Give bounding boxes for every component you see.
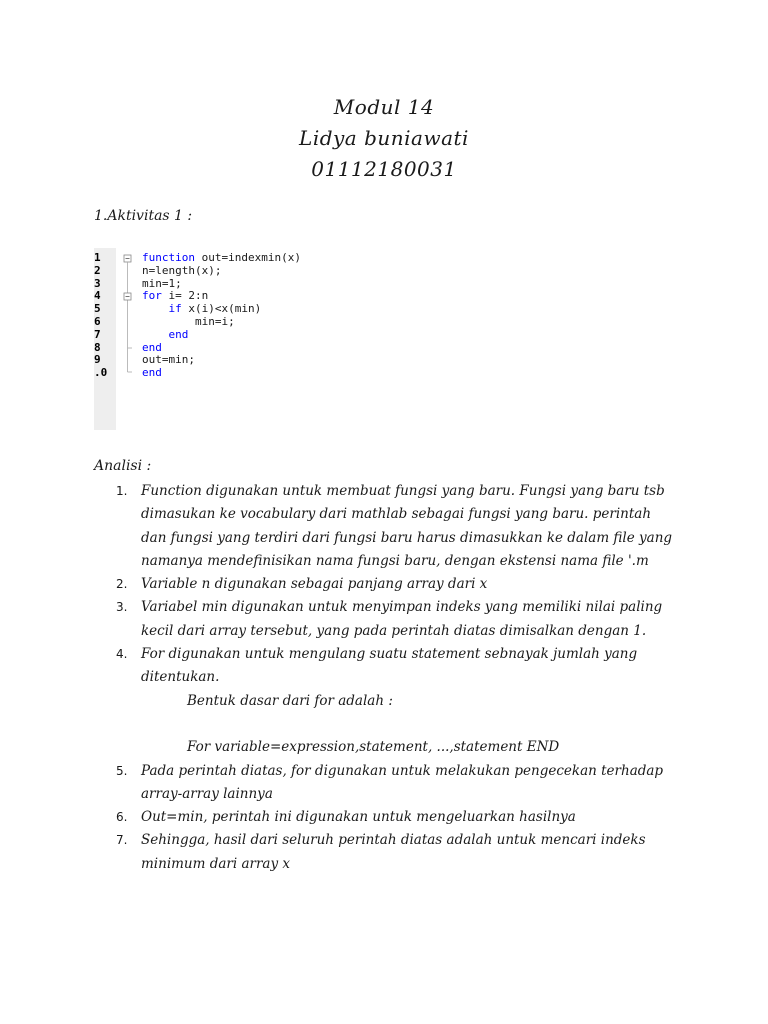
code-keyword: for [142, 289, 162, 303]
line-number: 9 [94, 353, 101, 367]
code-line [142, 316, 301, 329]
list-item-text: Function digunakan untuk membuat fungsi yang baru. Fungsi yang baru tsb dimasukan ke vocabulary dari mathlab sebagai fungsi yang baru. perintah dan fungsi yang terdiri dari fungsi baru harus dimasukkan ke dalam file yang namanya mendefinisikan nama fungsi baru, dengan ekstensi nama file '.m [141, 483, 673, 569]
fold-markers [122, 252, 134, 378]
line-number: 8 [94, 340, 101, 354]
code-text: min=i; [194, 314, 235, 328]
list-item-text: Out=min, perintah ini digunakan untuk mengeluarkan hasilnya [141, 809, 576, 826]
list-item [94, 643, 674, 759]
list-number: 1. [116, 484, 128, 498]
module-title: Modul 14 [333, 95, 435, 119]
list-number: 3. [116, 600, 128, 615]
code-line [142, 329, 301, 342]
list-item-text: Variable n digunakan sebagai panjang array dari x [141, 576, 488, 593]
code-line [142, 367, 301, 380]
list-item [94, 480, 674, 573]
author-name: Lidya buniawati [299, 126, 469, 150]
list-number: 2. [116, 577, 128, 592]
line-number: 6 [94, 314, 101, 328]
code-text: out=min; [142, 353, 195, 367]
line-number: 4 [94, 289, 101, 303]
code-screenshot [94, 248, 439, 430]
list-item-subtext: For variable=expression,statement, ...,statement END [187, 739, 560, 756]
code-text: x(i)<x(min) [181, 302, 262, 316]
code-text: i= 2:n [161, 289, 209, 303]
code-keyword: function [142, 251, 195, 264]
list-item [94, 760, 674, 807]
list-item-text: Pada perintah diatas, for digunakan untuk melakukan pengecekan terhadap array-array lainnya [141, 762, 664, 802]
code-lines [142, 252, 301, 380]
document-header [0, 92, 768, 185]
list-item [94, 806, 674, 829]
line-number: 7 [94, 327, 101, 341]
aktivitas-heading: 1.Aktivitas 1 : [94, 208, 193, 224]
list-number: 5. [116, 763, 128, 778]
code-keyword: if [168, 302, 182, 316]
list-item-text: Sehingga, hasil dari seluruh perintah diatas adalah untuk mencari indeks minimum dari array x [141, 832, 646, 872]
line-number: 3 [94, 276, 101, 290]
list-number: 4. [116, 647, 128, 662]
code-keyword: end [168, 327, 189, 341]
code-line [142, 354, 301, 367]
list-number: 6. [116, 810, 128, 825]
code-keyword: end [142, 340, 162, 354]
line-number: 2 [94, 263, 101, 277]
line-number: 1 [94, 251, 101, 264]
line-number: 5 [94, 302, 101, 316]
list-item [94, 596, 674, 643]
code-text: min=1; [142, 276, 182, 290]
line-number: .0 [94, 366, 108, 380]
list-item-subtext: Bentuk dasar dari for adalah : [187, 692, 393, 709]
analisi-heading: Analisi : [94, 458, 152, 474]
code-keyword: end [142, 366, 162, 380]
list-item-text: For digunakan untuk mengulang suatu statement sebnayak jumlah yang ditentukan. [141, 646, 638, 686]
list-number: 7. [116, 833, 128, 848]
code-text: n=length(x); [142, 263, 222, 277]
student-id: 01112180031 [311, 157, 457, 181]
spacer [141, 713, 674, 736]
line-number-gutter [94, 248, 116, 430]
code-text: out=indexmin(x) [194, 251, 301, 264]
analysis-list [94, 480, 674, 876]
list-item [94, 573, 674, 596]
list-item-text: Variabel min digunakan untuk menyimpan indeks yang memiliki nilai paling kecil dari array tersebut, yang pada perintah diatas dimisalkan dengan 1. [141, 599, 663, 639]
list-item [94, 829, 674, 876]
